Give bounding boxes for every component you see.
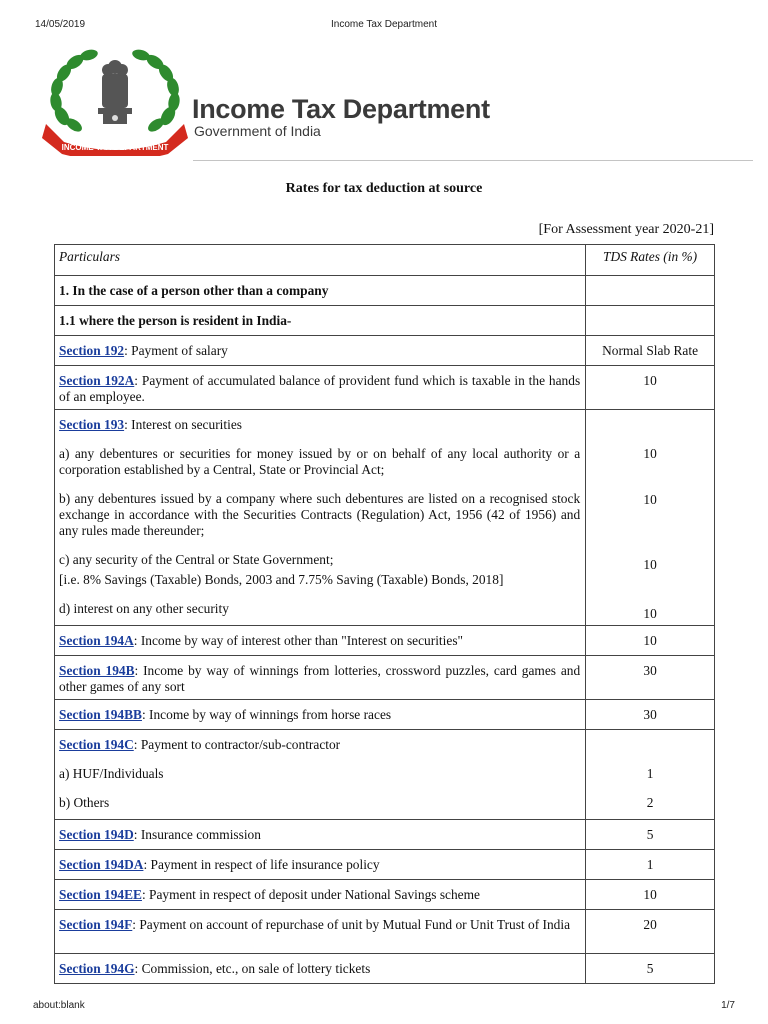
table-row: Section 194DA: Payment in respect of life insurance policy 1 bbox=[55, 850, 715, 880]
rate-cell: 10 bbox=[586, 366, 715, 410]
brand-header bbox=[40, 46, 740, 158]
category-resident: 1.1 where the person is resident in India- bbox=[55, 306, 586, 336]
print-footer bbox=[0, 1000, 768, 1014]
link-section-193[interactable]: Section 193 bbox=[59, 417, 125, 432]
table-row bbox=[55, 306, 715, 336]
rate-cell: 1 bbox=[586, 850, 715, 880]
link-section-194da[interactable]: Section 194DA bbox=[59, 857, 144, 872]
print-title: Income Tax Department bbox=[331, 19, 437, 30]
rate-cell: 5 bbox=[586, 820, 715, 850]
rate-cell: 20 bbox=[586, 910, 715, 954]
rate-cell: 10 bbox=[586, 880, 715, 910]
table-row: Section 194G: Commission, etc., on sale of lottery tickets 5 bbox=[55, 954, 715, 984]
table-row: Section 194C: Payment to contractor/sub-contractor a) HUF/Individuals b) Others 1 2 bbox=[55, 730, 715, 820]
rate-cell: Normal Slab Rate bbox=[586, 336, 715, 366]
link-section-194bb[interactable]: Section 194BB bbox=[59, 707, 142, 722]
table-row: Section 194EE: Payment in respect of deposit under National Savings scheme 10 bbox=[55, 880, 715, 910]
page-number: 1/7 bbox=[721, 1000, 735, 1011]
table-row: Section 194A: Income by way of interest other than "Interest on securities" 10 bbox=[55, 626, 715, 656]
tds-rates-table bbox=[54, 244, 715, 984]
link-section-192[interactable]: Section 192 bbox=[59, 343, 125, 358]
brand-name: Income Tax Department bbox=[192, 94, 490, 124]
table-row: Section 192: Payment of salary Normal Slab Rate bbox=[55, 336, 715, 366]
table-row: Section 192A: Payment of accumulated balance of provident fund which is taxable in the hands of an employee. 10 bbox=[55, 366, 715, 410]
link-section-194a[interactable]: Section 194A bbox=[59, 633, 134, 648]
header-divider bbox=[193, 160, 753, 161]
print-url: about:blank bbox=[33, 1000, 85, 1011]
table-row: Section 194D: Insurance commission 5 bbox=[55, 820, 715, 850]
link-section-194c[interactable]: Section 194C bbox=[59, 737, 134, 752]
rate-cell: 30 bbox=[586, 656, 715, 700]
rate-cell: 10 bbox=[643, 492, 657, 507]
table-row: Section 193: Interest on securities a) any debentures or securities for money issued by or on behalf of any local authority or a corporation established by a Central, State or Provincial Act; b) any debentures issued by a company where such debentures are listed on a recognised stock exchange in accordance with the Securities Contracts (Regulation) Act, 1956 (42 of 1956) and any rules made thereunder; c) any security of the Central or State Government; [i.e. 8% Savings (Taxable) Bonds, 2003 and 7.75% Saving (Taxable) Bonds, 2018] d) interest on any other security 10 10 10 10 bbox=[55, 410, 715, 626]
print-header bbox=[0, 19, 768, 33]
rate-cell: 10 bbox=[643, 446, 657, 461]
table-row: Section 194BB: Income by way of winnings from horse races 30 bbox=[55, 700, 715, 730]
table-row: Section 194B: Income by way of winnings from lotteries, crossword puzzles, card games and other games of any sort 30 bbox=[55, 656, 715, 700]
rate-cell: 1 bbox=[646, 766, 654, 781]
table-row bbox=[55, 276, 715, 306]
brand-subtitle: Government of India bbox=[194, 123, 321, 139]
category-person-other: 1. In the case of a person other than a company bbox=[55, 276, 586, 306]
rate-cell: 2 bbox=[646, 795, 654, 810]
header-rates: TDS Rates (in %) bbox=[586, 245, 715, 276]
rate-cell: 10 bbox=[643, 606, 657, 621]
link-section-192a[interactable]: Section 192A bbox=[59, 373, 135, 388]
table-row: Section 194F: Payment on account of repurchase of unit by Mutual Fund or Unit Trust of India 20 bbox=[55, 910, 715, 954]
link-section-194ee[interactable]: Section 194EE bbox=[59, 887, 142, 902]
link-section-194g[interactable]: Section 194G bbox=[59, 961, 135, 976]
rate-cell: 5 bbox=[586, 954, 715, 984]
emblem-ribbon-text: INCOME TAX DEPARTMENT bbox=[61, 143, 169, 152]
header-particulars: Particulars bbox=[55, 245, 586, 276]
assessment-year: [For Assessment year 2020-21] bbox=[538, 222, 714, 237]
rate-cell: 30 bbox=[586, 700, 715, 730]
rate-cell: 10 bbox=[643, 557, 657, 572]
table-header-row bbox=[55, 245, 715, 276]
link-section-194f[interactable]: Section 194F bbox=[59, 917, 133, 932]
page-title: Rates for tax deduction at source bbox=[285, 181, 483, 196]
link-section-194b[interactable]: Section 194B bbox=[59, 663, 135, 678]
print-date: 14/05/2019 bbox=[35, 19, 86, 30]
emblem-logo bbox=[40, 46, 190, 156]
rate-cell: 10 bbox=[586, 626, 715, 656]
link-section-194d[interactable]: Section 194D bbox=[59, 827, 134, 842]
